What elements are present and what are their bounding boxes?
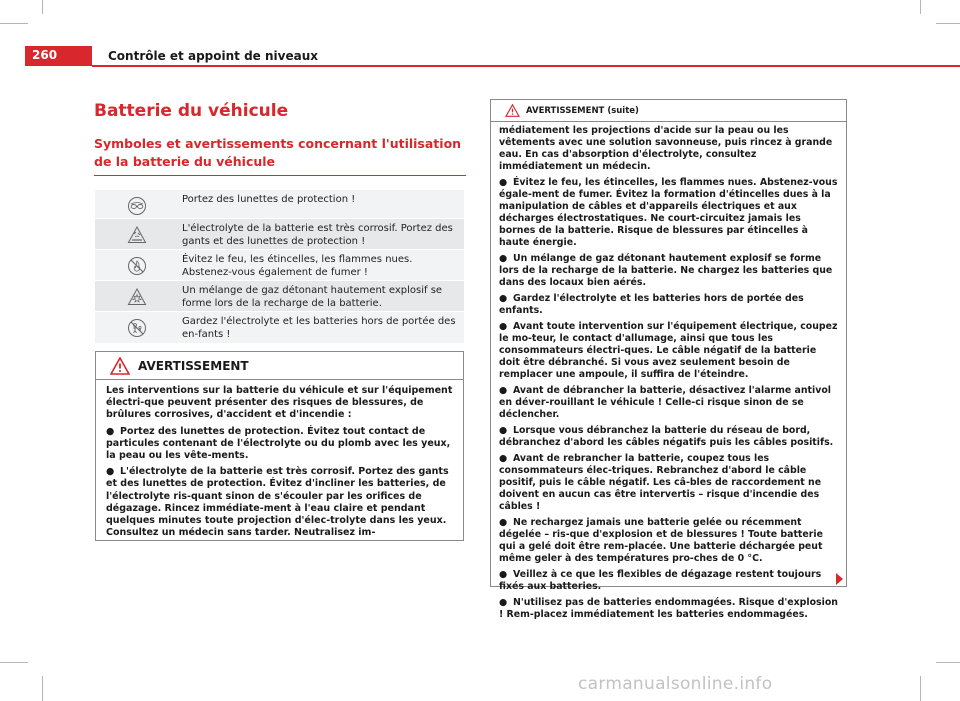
header-rule xyxy=(92,65,960,67)
section-title: Contrôle et appoint de niveaux xyxy=(108,49,318,63)
crop-mark xyxy=(920,0,921,14)
page-title: Batterie du véhicule xyxy=(94,101,289,121)
no-fire-icon xyxy=(95,250,178,280)
warning-box-continued xyxy=(490,99,847,620)
page-subtitle: Symboles et avertissements concernant l'utilisation de la batterie du véhicule xyxy=(94,136,462,169)
subtitle-rule xyxy=(94,175,466,176)
warning-heading: AVERTISSEMENT xyxy=(138,358,249,373)
warning-box xyxy=(95,351,464,541)
warning-bullet: ● Avant de débrancher la batterie, désactivez l'alarme antivol en déver-rouillant le véhicule ! Celle-ci risque sinon de se déclencher. xyxy=(499,385,832,420)
warning-bullet: ● Portez des lunettes de protection. Évitez tout contact de particules contenant de l'électrolyte ou du plomb avec les yeux, la peau ou les vête-ments. xyxy=(106,425,451,462)
warning-bullet: ● Gardez l'électrolyte et les batteries hors de portée des enfants. xyxy=(499,293,804,316)
symbols-table xyxy=(95,189,464,343)
symbol-row xyxy=(95,189,464,218)
crop-mark xyxy=(936,23,960,24)
warning-bullet: ● L'électrolyte de la batterie est très corrosif. Portez des gants et des lunettes de protection. Évitez d'incliner les batteries, de l'électrolyte ris-quant sinon de s'écouler par les orifices de dégazage. Rincez immédiate-ment à l'eau claire et pendant quelques minutes toute projection d'élec-trolyte dans les yeux. Consultez un médecin sans tarder. Neutralisez im- xyxy=(106,466,449,539)
crop-mark xyxy=(42,0,43,14)
warning-header xyxy=(491,100,846,122)
symbol-row xyxy=(95,249,464,280)
warning-intro: Les interventions sur la batterie du véhicule et sur l'équipement électri-que peuvent présenter des risques de blessures, de brûlures corrosives, d'accident et d'incendie : xyxy=(106,385,453,421)
page-number-box xyxy=(25,46,92,66)
page-number: 260 xyxy=(32,48,58,62)
crop-mark xyxy=(0,662,28,663)
crop-mark xyxy=(0,23,28,24)
symbol-row xyxy=(95,311,464,343)
warning-bullet: ● Lorsque vous débranchez la batterie du réseau de bord, débranchez d'abord les câbles négatifs puis les câbles positifs. xyxy=(499,425,834,448)
warning-bullet: ● Avant toute intervention sur l'équipement électrique, coupez le mo-teur, le contact d'allumage, ainsi que tous les consommateurs électri-ques. Le câble négatif de la batterie doit être débranché. Si vous avez seulement besoin de remplacer une ampoule, il suffira de l'éteindre. xyxy=(499,321,838,380)
corrosive-hand-icon xyxy=(95,219,178,249)
explosion-icon xyxy=(95,281,178,311)
symbol-row xyxy=(95,280,464,311)
symbol-row xyxy=(95,218,464,249)
keep-children-away-icon xyxy=(95,312,178,343)
warning-bullet: ● Un mélange de gaz détonant hautement explosif se forme lors de la recharge de la batterie. Ne chargez les batteries que dans des locaux bien aérés. xyxy=(499,253,833,288)
warning-header xyxy=(96,352,463,380)
warning-continuation: médiatement les projections d'acide sur la peau ou les vêtements avec une solution savonneuse, puis rincez à grande eau. En cas d'absorption d'électrolyte, consultez immédiatement un médecin. xyxy=(499,125,833,172)
symbol-text: Évitez le feu, les étincelles, les flammes nues. Abstenez-vous également de fumer ! xyxy=(178,250,464,280)
watermark: carmanualsonline.info xyxy=(578,674,773,694)
warning-bullet: ● N'utilisez pas de batteries endommagées. Risque d'explosion ! Rem-placez immédiatement les batteries endommagées. xyxy=(499,597,838,620)
warning-bullet: ● Ne rechargez jamais une batterie gelée ou récemment dégelée – ris-que d'explosion et de blessures ! Toute batterie qui a gelé doit être rem-placée. Une batterie déchargée peut même geler à des températures pro-ches de 0 °C. xyxy=(499,517,823,564)
symbol-text: Un mélange de gaz détonant hautement explosif se forme lors de la recharge de la batterie. xyxy=(178,281,464,311)
crop-mark xyxy=(936,662,960,663)
warning-bullet: ● Veillez à ce que les flexibles de dégazage restent toujours fixés aux batteries. xyxy=(499,569,822,592)
symbol-text: L'électrolyte de la batterie est très corrosif. Portez des gants et des lunettes de protection ! xyxy=(178,219,464,249)
warning-bullet: ● Évitez le feu, les étincelles, les flammes nues. Abstenez-vous égale-ment de fumer. Évitez la formation d'étincelles dues à la manipulation de câbles et d'appareils électriques et aux décharges électrostatiques. Ne court-circuitez jamais les bornes de la batterie. Risque de blessures par étincelles à haute énergie. xyxy=(499,177,838,248)
warning-heading: AVERTISSEMENT (suite) xyxy=(526,105,639,116)
warning-body xyxy=(491,122,846,621)
crop-mark xyxy=(42,676,43,701)
warning-body xyxy=(96,380,463,539)
warning-triangle-icon xyxy=(505,104,520,117)
symbol-text: Gardez l'électrolyte et les batteries hors de portée des en-fants ! xyxy=(178,312,464,343)
continue-arrow-icon xyxy=(836,573,843,585)
page-header xyxy=(25,46,960,66)
safety-goggles-icon xyxy=(95,190,178,218)
crop-mark xyxy=(920,676,921,701)
warning-bullet: ● Avant de rebrancher la batterie, coupez tous les consommateurs élec-triques. Rebranchez d'abord le câble positif, puis le câble négatif. Les câ-bles de raccordement ne doivent en aucun cas être intervertis – risque d'incendie des câbles ! xyxy=(499,453,822,512)
warning-triangle-icon xyxy=(110,357,130,375)
symbol-text: Portez des lunettes de protection ! xyxy=(178,190,464,218)
